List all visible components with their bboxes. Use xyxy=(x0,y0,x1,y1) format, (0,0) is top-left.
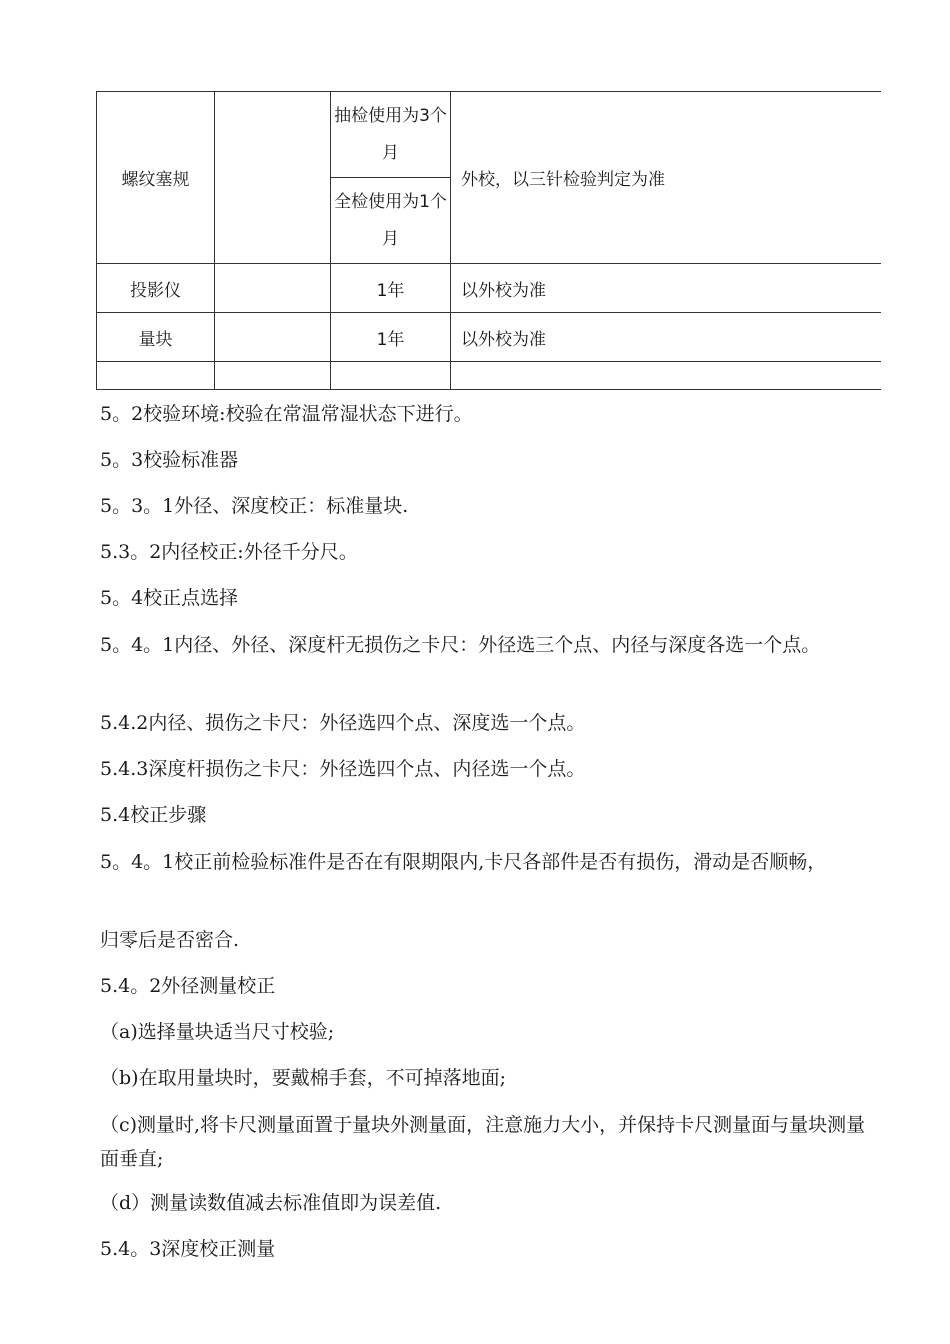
remark-cell: 外校，以三针检验判定为准 xyxy=(451,92,882,264)
precision-cell xyxy=(215,264,331,313)
cycle-cell: 抽检使用为3个月 xyxy=(331,92,451,178)
step-d: （d）测量读数值减去标准值即为误差值. xyxy=(100,1192,442,1214)
cycle-cell: 全检使用为1个月 xyxy=(331,178,451,264)
section-5-2: 5。2校验环境:校验在常温常湿状态下进行。 xyxy=(100,403,473,425)
instrument-name-cell xyxy=(97,362,215,391)
table-row xyxy=(97,264,882,313)
section-5-3-2: 5.3。2内径校正:外径千分尺。 xyxy=(100,541,358,563)
section-5-4: 5。4校正点选择 xyxy=(100,587,239,609)
step-b: （b)在取用量块时，要戴棉手套，不可掉落地面; xyxy=(100,1067,506,1089)
cycle-cell: 1年 xyxy=(331,313,451,362)
cycle-cell: 1年 xyxy=(331,264,451,313)
remark-cell: 以外校为准 xyxy=(451,313,882,362)
table-row xyxy=(97,92,882,178)
section-5-4-2-outer: 5.4。2外径测量校正 xyxy=(100,975,276,997)
calibration-table xyxy=(96,91,881,390)
remark-cell: 以外校为准 xyxy=(451,264,882,313)
instrument-name-cell: 螺纹塞规 xyxy=(97,92,215,264)
precision-cell xyxy=(215,92,331,264)
instrument-name-cell: 量块 xyxy=(97,313,215,362)
instrument-name-cell: 投影仪 xyxy=(97,264,215,313)
section-5-4-3-depth: 5.4。3深度校正测量 xyxy=(100,1238,276,1260)
calibration-table-container xyxy=(96,91,881,390)
section-5-4-1: 5。4。1内径、外径、深度杆无损伤之卡尺：外径选三个点、内径与深度各选一个点。 xyxy=(100,634,821,656)
section-5-3-1: 5。3。1外径、深度校正：标准量块. xyxy=(100,495,409,517)
cycle-cell xyxy=(331,362,451,391)
section-5-4-1-cont: 归零后是否密合. xyxy=(100,929,240,951)
step-c: （c)测量时,将卡尺测量面置于量块外测量面，注意施力大小，并保持卡尺测量面与量块测量面垂直; xyxy=(100,1114,866,1170)
section-5-4-1-steps: 5。4。1校正前检验标准件是否在有限期限内,卡尺各部件是否有损伤，滑动是否顺畅， xyxy=(100,851,827,873)
table-row xyxy=(97,313,882,362)
table-row xyxy=(97,362,882,391)
remark-cell xyxy=(451,362,882,391)
section-5-4-steps: 5.4校正步骤 xyxy=(100,804,207,826)
step-a: （a)选择量块适当尺寸校验; xyxy=(100,1021,335,1043)
section-5-4-2: 5.4.2内径、损伤之卡尺：外径选四个点、深度选一个点。 xyxy=(100,712,586,734)
section-5-3: 5。3校验标准器 xyxy=(100,449,239,471)
precision-cell xyxy=(215,362,331,391)
precision-cell xyxy=(215,313,331,362)
section-5-4-3: 5.4.3深度杆损伤之卡尺：外径选四个点、内径选一个点。 xyxy=(100,758,586,780)
